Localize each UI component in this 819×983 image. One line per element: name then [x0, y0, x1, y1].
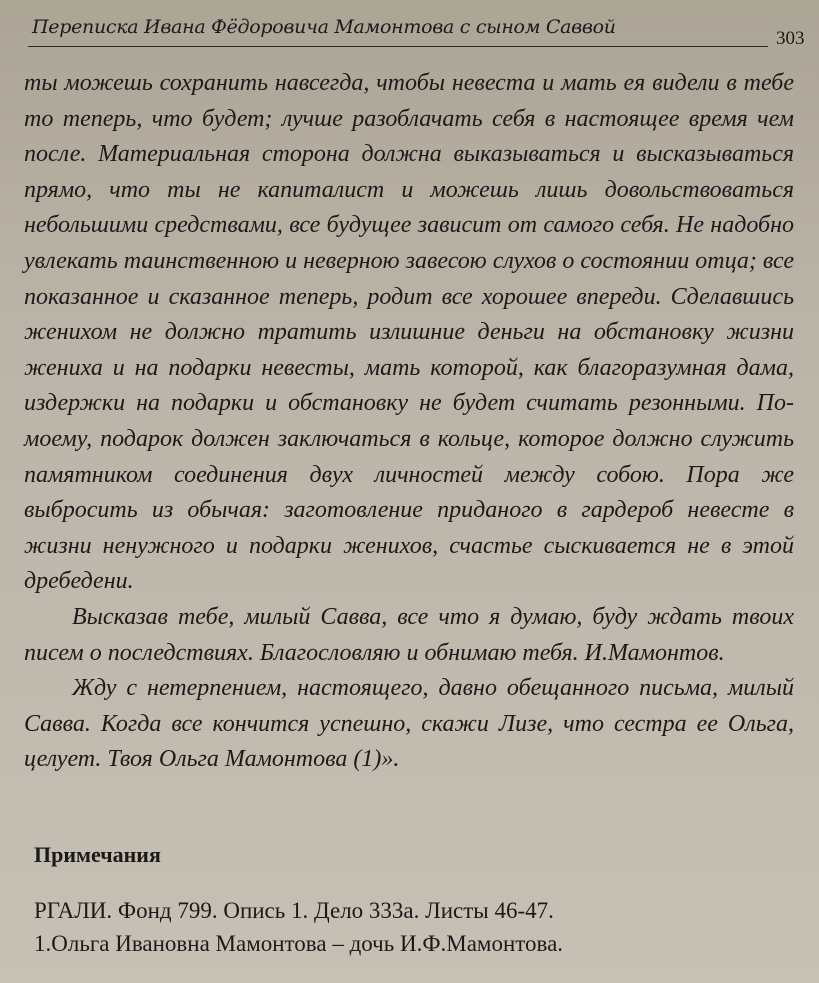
notes-list — [34, 894, 794, 960]
page-number: 303 — [776, 28, 805, 49]
paragraph-1: ты можешь сохранить навсегда, чтобы невеста и мать ея видели в тебе то теперь, что будет; лучше разоблачать себя в настоящее время чем после. Материальная сторона должна выказываться и высказываться прямо, что ты не капиталист и можешь лишь довольствоваться небольшими средствами, все будущее зависит от самого себя. Не надобно увлекать таинственною и неверною завесою слухов о состоянии отца; все показанное и сказанное теперь, родит все хорошее впереди. Сделавшись женихом не должно тратить излишние деньги на обстановку жизни жениха и на подарки невесты, мать которой, как благоразумная дама, издержки на подарки и обстановку не будет считать резонными. По-моему, подарок должен заключаться в кольце, которое должно служить памятником соединения двух личностей между собою. Пора же выбросить из обычая: заготовление приданого в гардероб невесте в жизни ненужного и подарки женихов, счастье сыскивается не в этой дребедени. — [24, 70, 794, 595]
notes-heading: Примечания — [34, 842, 161, 867]
header-rule — [28, 46, 768, 47]
running-head — [28, 14, 805, 49]
paragraph-3: Жду с нетерпением, настоящего, давно обещанного письма, милый Савва. Когда все кончится успешно, скажи Лизе, что сестра ее Ольга, целует. Твоя Ольга Мамонтова (1)». — [24, 675, 794, 773]
note-1: 1.Ольга Ивановна Мамонтова – дочь И.Ф.Мамонтова. — [34, 931, 564, 956]
letter-text — [24, 66, 794, 778]
paragraph-2: Высказав тебе, милый Савва, все что я думаю, буду ждать твоих писем о последствиях. Благословляю и обнимаю тебя. И.Мамонтов. — [24, 603, 794, 666]
note-source: РГАЛИ. Фонд 799. Опись 1. Дело 333а. Листы 46-47. — [34, 898, 554, 923]
running-head-title: Переписка Ивана Фёдоровича Мамонтова с сыном Саввой — [32, 16, 616, 38]
